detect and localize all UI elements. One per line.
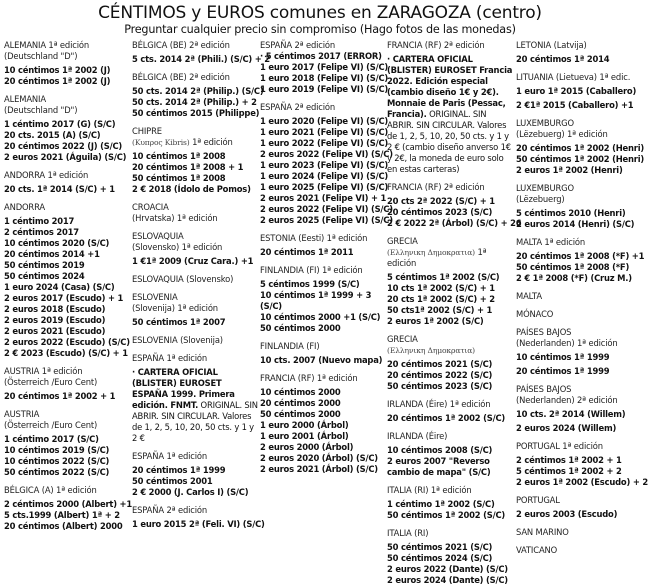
country-heading: CHIPRE [132, 126, 162, 136]
coin-item: 50 céntimos 2001 [132, 476, 213, 486]
coin-section [516, 291, 640, 302]
country-subheading [132, 242, 258, 253]
edition-label: (Deutschland "D") [4, 105, 78, 115]
coin-item: 10 céntimos 2000 [260, 387, 341, 397]
edition-label: (Nederlanden) 2ª edición [516, 395, 618, 405]
coin-item: 1 euro 2000 (Árbol) [260, 420, 349, 430]
coin-section [516, 237, 645, 284]
coin-item: 2 euros 2019 (Escudo) [4, 315, 106, 325]
coin-item: 2 € 2018 (Ídolo de Pomos) [132, 184, 251, 194]
greek-country-name: (Κυπρος Kibris) [132, 138, 190, 147]
coin-item: 10 cts. 2ª 2014 (Willem) [516, 409, 626, 419]
country-heading: PAÍSES BAJOS [516, 384, 572, 394]
country-heading: PORTUGAL [516, 495, 560, 505]
coin-item: 2 euros 2003 (Escudo) [516, 509, 618, 519]
greek-country-name: (Ελληνικη Δημοκρατια) [387, 248, 475, 257]
coin-item: 50 cts. 2014 2ª (Philip.) (S/C) [132, 86, 264, 96]
column-1 [4, 40, 133, 531]
coin-section [4, 366, 130, 402]
coin-item: 50 céntimos 2022 (S/C) [4, 467, 110, 477]
coin-item: 2 euros 1ª 2002 (Escudo) + 2 [516, 477, 648, 487]
blister-title: · CARTERA OFICIAL (BLISTER) EUROSET Francia 2022. Edición especial (cambio diseño 1€ y 2€). Monnaie de Paris (Pessac, Francia). [387, 54, 513, 119]
coin-item: 2 euros 2020 (Árbol) (S/C) [260, 453, 378, 463]
coin-item: 20 céntimos 1ª 2008 (*F) +1 [516, 251, 645, 261]
country-heading: ITALIA (RI) [387, 528, 429, 538]
page-header [0, 0, 640, 40]
coin-item: 20 céntimos 1ª 2002 (S/C) [387, 413, 506, 423]
coin-item: 50 céntimos 1ª 2002 (Henri) [516, 154, 645, 164]
coin-item: 20 céntimos 1ª 2014 [516, 54, 610, 64]
country-heading: ALEMANIA 1ª edición [4, 40, 90, 50]
coin-item: 10 céntimos 2020 (S/C) [4, 238, 110, 248]
country-heading: AUSTRIA [4, 409, 40, 419]
coin-item: 1 euro 2017 (Felipe VI) (S/C) [260, 62, 389, 72]
coin-item: 50 cts. 2014 2ª (Philip.) + 2 [132, 97, 257, 107]
country-heading: CROACIA [132, 202, 169, 212]
coin-section [260, 40, 389, 95]
coin-section [4, 202, 130, 359]
country-heading: ESPAÑA 1ª edición [132, 353, 208, 363]
coin-section [4, 40, 130, 87]
coin-item: 20 céntimos 2021 (S/C) [387, 359, 493, 369]
coin-item: 50 céntimos 1ª 2007 [132, 317, 226, 327]
coin-item: 2 euros 2022 (Felipe VI) (S/C) [260, 204, 393, 214]
coin-item: 10 céntimos 2022 (S/C) [4, 456, 110, 466]
coin-section [260, 233, 386, 258]
country-subheading [387, 247, 515, 269]
coin-item: 20 céntimos (Albert) 2000 [4, 521, 123, 531]
country-heading: ALEMANIA [4, 94, 46, 104]
coin-section [132, 231, 258, 267]
country-heading: ESPAÑA 2ª edición [260, 102, 336, 112]
coin-item: 50 céntimos 1ª 2008 [132, 173, 226, 183]
coin-item: 5 céntimos 2010 (Henri) [516, 208, 626, 218]
coin-item: 20 cts 1ª 2002 (S/C) + 2 [387, 294, 495, 304]
coin-item: 20 céntimos 2023 (S/C) [387, 207, 493, 217]
country-heading: ESPAÑA 2ª edición [260, 40, 336, 50]
coin-item: 50 cts1ª 2002 (S/C) + 1 [387, 305, 493, 315]
coin-item: 2 euros 2018 (Escudo) [4, 304, 106, 314]
coin-item: 20 céntimos 1ª 2002 + 1 [4, 391, 116, 401]
coin-item: 2 céntimos 1ª 2002 + 1 [516, 455, 622, 465]
coin-section [516, 384, 640, 434]
coin-item: 2 euros 2022 (Escudo) (S/C) [4, 337, 130, 347]
country-heading: IRLANDA (Éire) 1ª edición [387, 399, 491, 409]
coin-item: 20 céntimos 1ª 2008 + 1 [132, 162, 244, 172]
country-subheading [4, 105, 130, 116]
coin-section [516, 118, 645, 176]
country-heading: IRLANDA (Éire) [387, 431, 448, 441]
country-heading: PORTUGAL 1ª edición [516, 441, 603, 451]
column-3 [260, 40, 393, 529]
country-heading: BÉLGICA (BE) 2ª edición [132, 40, 230, 50]
country-subheading [4, 51, 130, 62]
country-heading: MÓNACO [516, 309, 554, 319]
coin-item: 1 euro 2021 (Felipe VI) (S/C) [260, 127, 389, 137]
coin-item: 2 euros 1ª 2002 (S/C) [387, 316, 484, 326]
country-heading: BÉLGICA (A) 1ª edición [4, 485, 97, 495]
coin-section [4, 485, 133, 532]
coin-item: 1 céntimo 1ª 2002 (S/C) [387, 499, 495, 509]
coin-section [387, 182, 522, 229]
coin-item: 2 euros 2022 (Dante) (S/C) [387, 564, 508, 574]
coin-section [516, 545, 640, 556]
coin-item: 2 euros 2024 (Willem) [516, 423, 617, 433]
coin-item: · 5 céntimos 2017 (ERROR) [260, 51, 382, 61]
country-heading: MALTA [516, 291, 542, 301]
edition-label: (Hrvatska) 1ª edición [132, 213, 218, 223]
greek-country-name: (Ελληνικη Δημοκρατια) [387, 346, 475, 355]
page-subtitle: Preguntar cualquier precio sin compromiso (Hago fotos de las monedas) [124, 23, 516, 36]
blister-description [387, 54, 515, 175]
coin-section [260, 102, 393, 226]
coin-item: (S/C) [260, 301, 282, 311]
coin-section [387, 40, 515, 175]
coin-item: 10 céntimos 2000 +1 (S/C) [260, 312, 381, 322]
coin-section [132, 505, 265, 530]
coin-item: 10 céntimos 1ª 1999 + 3 [260, 290, 372, 300]
country-heading: ITALIA (RI) 1ª edición [387, 485, 472, 495]
country-subheading [516, 395, 640, 406]
country-subheading [132, 303, 258, 314]
country-heading: GRECIA [387, 334, 418, 344]
coin-columns [0, 40, 648, 585]
country-heading: BÉLGICA (BE) 2ª edición [132, 72, 230, 82]
coin-item: 20 céntimos 1ª 1999 [516, 366, 610, 376]
country-subheading [516, 194, 640, 205]
coin-section [132, 72, 264, 119]
country-heading: FRANCIA (RF) 2ª edición [387, 182, 485, 192]
country-heading: LETONIA (Latvija) [516, 40, 587, 50]
coin-item: 1 euro 2025 (Felipe VI) (S/C) [260, 182, 389, 192]
coin-item: 10 céntimos 1ª 1999 [516, 352, 610, 362]
coin-item: 20 céntimos 1ª 1999 [132, 465, 226, 475]
coin-item: 50 céntimos 2021 (S/C) [387, 542, 493, 552]
coin-section [132, 292, 258, 328]
country-heading: ESLOVENIA (Slovenija) [132, 335, 223, 345]
coin-section [132, 451, 258, 498]
coin-item: 2 € 2000 (J. Carlos I) (S/C) [132, 487, 249, 497]
coin-section [260, 265, 386, 334]
coin-item: 20 céntimos 1ª 2002 (Henri) [516, 143, 645, 153]
country-heading: LITUANIA (Lietueva) 1ª edic. [516, 72, 631, 82]
country-subheading [132, 137, 258, 148]
coin-item: 1 €1ª 2009 (Cruz Cara.) +1 [132, 256, 254, 266]
edition-label: (Slovensko) 1ª edición [132, 242, 223, 252]
coin-item: 1 euro 2001 (Árbol) [260, 431, 349, 441]
coin-item: 20 céntimos 2022 (S/C) [387, 370, 493, 380]
coin-item: 1 euro 2020 (Felipe VI) (S/C) [260, 116, 389, 126]
coin-item: 2 euros 2022 (Felipe VI) (S/C) [260, 149, 393, 159]
edition-label: (Slovenija) 1ª edición [132, 303, 218, 313]
coin-item: 5 cts.1999 (Albert) 1ª + 2 [4, 510, 120, 520]
coin-item: 1 euro 2023 (Felipe VI) (S/C) [260, 160, 389, 170]
page-title: CÉNTIMOS y EUROS comunes en ZARAGOZA (centro) [98, 3, 542, 23]
edition-label: (Deutschland "D") [4, 51, 78, 61]
coin-section [260, 341, 386, 366]
coin-item: 20 céntimos 2022 (J) (S/C) [4, 141, 123, 151]
coin-section [387, 528, 515, 586]
coin-item: 20 céntimos 1ª 2011 [260, 247, 354, 257]
column-4 [387, 40, 522, 585]
country-heading: ESTONIA (Eesti) 1ª edición [260, 233, 368, 243]
coin-item: 2 euros 1ª 2002 (Henri) [516, 165, 623, 175]
coin-section [387, 485, 515, 521]
coin-item: 10 céntimos 2008 (S/C) [387, 445, 493, 455]
coin-section [132, 335, 258, 346]
coin-item: 5 céntimos 1ª 2002 + 2 [516, 466, 622, 476]
coin-item: 50 céntimos 2024 (S/C) [387, 553, 493, 563]
coin-section [4, 94, 130, 163]
coin-section [387, 236, 515, 327]
coin-item: 50 céntimos 2015 (Philippe) [132, 108, 260, 118]
coin-item: 2 euros 2024 (Dante) (S/C) [387, 575, 508, 585]
coin-item: 10 céntimos 1ª 2008 [132, 151, 226, 161]
coin-item: 20 cts. 2015 (A) (S/C) [4, 130, 101, 140]
blister-details: ORIGINAL. SIN ABRIR. SIN CIRCULAR. Valores de 1, 2, 5, 10, 20, 50 cts. y 1 y 2 € (cambio diseño anverso 1€ y 2€, la moneda de euro solo en estas carteras) [387, 109, 511, 174]
coin-item: 1 euro 2024 (Casa) (S/C) [4, 282, 115, 292]
coin-item: 2 céntimos 2000 (Albert) +1 [4, 499, 133, 509]
edition-label: 1ª edición [387, 247, 487, 268]
coin-section [132, 353, 258, 444]
country-heading: ANDORRA 1ª edición [4, 170, 89, 180]
coin-item: 1 euro 1ª 2015 (Caballero) [516, 86, 637, 96]
coin-section [260, 373, 386, 475]
coin-item: 1 euro 2018 (Felipe VI) (S/C) [260, 73, 389, 83]
country-heading: ESPAÑA 1ª edición [132, 451, 208, 461]
edition-label: (Lëzebuerg) [516, 194, 565, 204]
coin-item: 2 euros 2021 (Águila) (S/C) [4, 152, 127, 162]
country-heading: LUXEMBURGO [516, 118, 574, 128]
coin-item: 50 céntimos 2019 [4, 260, 85, 270]
country-subheading [516, 338, 640, 349]
coin-section [132, 274, 258, 285]
coin-item: 1 euro 2015 2ª (Feli. VI) (S/C) [132, 519, 265, 529]
coin-item: 50 céntimos 1ª 2008 (*F) [516, 262, 630, 272]
coin-section [387, 431, 515, 478]
country-heading: SAN MARINO [516, 527, 569, 537]
coin-section [516, 495, 640, 520]
coin-item: 10 céntimos 1ª 2002 (J) [4, 65, 111, 75]
coin-item: 2 €1ª 2015 (Caballero) +1 [516, 100, 634, 110]
country-heading: VATICANO [516, 545, 558, 555]
coin-item: 2 euros 2017 (Escudo) + 1 [4, 293, 124, 303]
coin-item: 2 euros 2021 (Árbol) (S/C) [260, 464, 378, 474]
coin-item: 5 céntimos 1999 (S/C) [260, 279, 360, 289]
coin-item: 2 € 2022 2ª (Árbol) (S/C) + 26 [387, 218, 522, 228]
coin-item: 1 céntimo 2017 (G) (S/C) [4, 119, 116, 129]
country-subheading [516, 129, 640, 140]
country-subheading [387, 345, 515, 356]
coin-item: 2 € 2023 (Escudo) (S/C) + 1 [4, 348, 128, 358]
edition-label: (Lëzebuerg) 1ª edición [516, 129, 608, 139]
coin-item: 20 céntimos 2014 +1 [4, 249, 100, 259]
coin-item: 2 euros 2014 (Henri) (S/C) [516, 219, 635, 229]
coin-section [4, 170, 130, 195]
country-heading: FRANCIA (RF) 2ª edición [387, 40, 485, 50]
coin-section [516, 327, 640, 377]
coin-item: 2 euros 2007 "Reverso [387, 456, 490, 466]
country-heading: PAÍSES BAJOS [516, 327, 572, 337]
coin-item: cambio de mapa" (S/C) [387, 467, 491, 477]
coin-item: 2 euros 2025 (Felipe VI) (S/C) [260, 215, 393, 225]
coin-item: 20 céntimos 2000 [260, 398, 341, 408]
coin-item: 1 euro 2022 (Felipe VI) (S/C) [260, 138, 389, 148]
coin-item: 2 céntimos 2017 [4, 227, 79, 237]
edition-label: 1ª edición [189, 137, 233, 147]
coin-section [516, 72, 640, 111]
country-subheading [4, 420, 130, 431]
coin-item: 1 céntimo 2017 [4, 216, 75, 226]
coin-section [516, 309, 640, 320]
country-heading: FINLANDIA (FI) 1ª edición [260, 265, 363, 275]
coin-item: 20 cts 2ª 2022 (S/C) + 1 [387, 196, 495, 206]
blister-details: ORIGINAL. SIN ABRIR. SIN CIRCULAR. Valores de 1, 2, 5, 10, 20, 50 cts. y 1 y 2 € [132, 400, 258, 443]
coin-section [516, 441, 648, 488]
coin-item: 1 céntimo 2017 (S/C) [4, 434, 99, 444]
coin-item: 10 cts 1ª 2002 (S/C) + 1 [387, 283, 495, 293]
coin-item: 5 cts. 2014 2ª (Phili.) (S/C) + 2 [132, 54, 270, 64]
coin-item: 1 euro 2019 (Felipe VI) (S/C) [260, 84, 389, 94]
coin-section [516, 40, 640, 65]
blister-description [132, 367, 258, 444]
country-heading: ESLOVENIA [132, 292, 178, 302]
coin-item: 50 céntimos 2024 [4, 271, 85, 281]
country-subheading [132, 213, 258, 224]
blister-title: · CARTERA OFICIAL (BLISTER) EUROSET ESPAÑA 1999. Primera edición. FNMT. [132, 367, 235, 410]
country-heading: FINLANDIA (FI) [260, 341, 320, 351]
coin-item: 50 céntimos 2000 [260, 409, 341, 419]
coin-item: 10 cts. 2007 (Nuevo mapa) [260, 355, 383, 365]
coin-item: 50 céntimos 1ª 2002 (S/C) [387, 510, 506, 520]
coin-item: 50 céntimos 2023 (S/C) [387, 381, 493, 391]
coin-section [516, 183, 640, 230]
country-heading: ESLOVAQUIA [132, 231, 184, 241]
coin-section [132, 40, 270, 65]
coin-item: 50 céntimos 2000 [260, 323, 341, 333]
coin-item: 1 euro 2024 (Felipe VI) (S/C) [260, 171, 389, 181]
coin-item: 2 euros 2021 (Felipe VI) + 1 [260, 193, 387, 203]
column-5 [516, 40, 648, 555]
country-heading: LUXEMBURGO [516, 183, 574, 193]
coin-item: 2 euros 2021 (Escudo) [4, 326, 106, 336]
coin-section [387, 399, 515, 424]
coin-item: 2 euros 2000 (Árbol) [260, 442, 354, 452]
country-subheading [4, 377, 130, 388]
coin-item: 10 céntimos 2019 (S/C) [4, 445, 110, 455]
edition-label: (Österreich /Euro Cent) [4, 420, 98, 430]
column-2 [132, 40, 270, 529]
coin-section [4, 409, 130, 478]
coin-item: 5 céntimos 1ª 2002 (S/C) [387, 272, 500, 282]
coin-item: 20 cts. 1ª 2014 (S/C) + 1 [4, 184, 115, 194]
country-heading: AUSTRIA 1ª edición [4, 366, 83, 376]
coin-item: 2 € 1ª 2008 (*F) (Cruz M.) [516, 273, 632, 283]
coin-section [387, 334, 515, 392]
country-heading: MALTA 1ª edición [516, 237, 586, 247]
country-heading: GRECIA [387, 236, 418, 246]
coin-section [132, 202, 258, 224]
country-heading: ESLOVAQUIA (Slovensko) [132, 274, 234, 284]
country-heading: FRANCIA (RF) 1ª edición [260, 373, 358, 383]
edition-label: (Nederlanden) 1ª edición [516, 338, 618, 348]
coin-item: 20 céntimos 1ª 2002 (J) [4, 76, 111, 86]
country-heading: ESPAÑA 2ª edición [132, 505, 208, 515]
country-heading: ANDORRA [4, 202, 46, 212]
edition-label: (Österreich /Euro Cent) [4, 377, 98, 387]
coin-section [516, 527, 640, 538]
coin-section [132, 126, 258, 195]
